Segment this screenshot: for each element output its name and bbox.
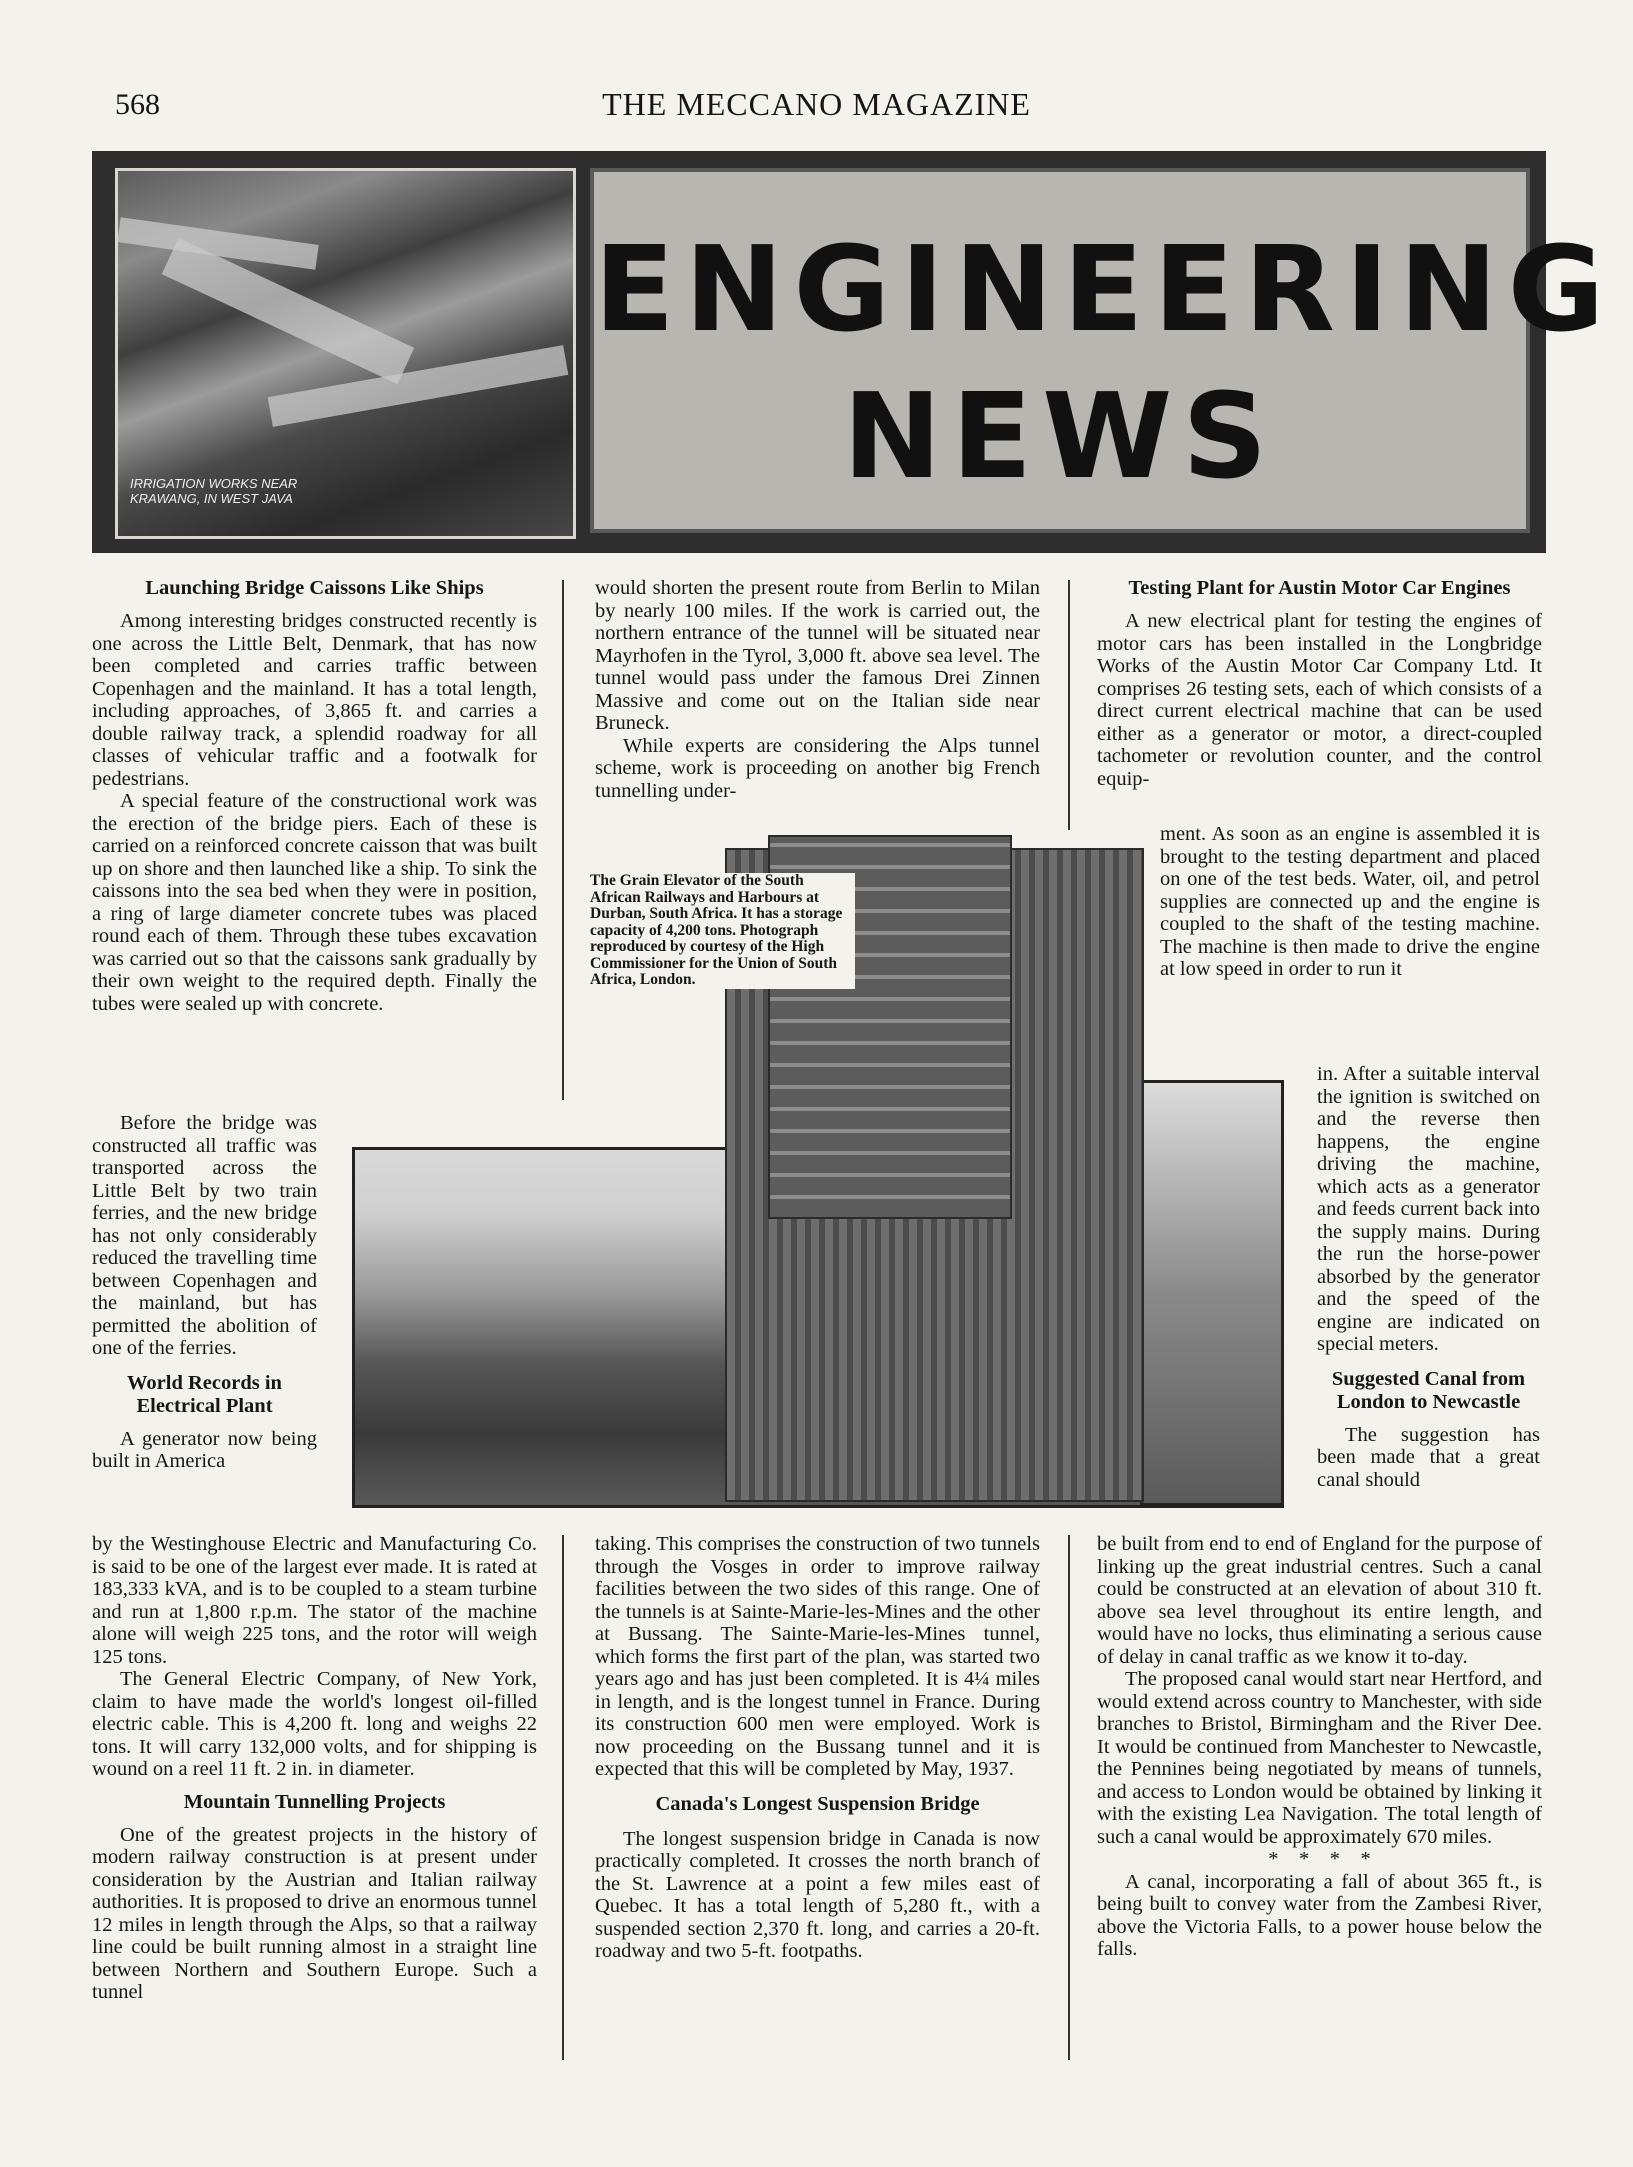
paragraph: taking. This comprises the construction of two tunnels through the Vosges in order to improve railway facilities between the two sides of this range. One of the tunnels is at Sainte-Marie-les-Mines and the other at Bussang. The Sainte-Marie-les-Mines tunnel, which forms the first part of the plan, was started two years ago and has just been completed. It is 4¼ miles in length, and is the longest tunnel in France. During its construction 600 men were employed. Work is now proceeding on the Bussang tunnel and it is expected that this will be completed by May, 1937. — [595, 1533, 1040, 1780]
paragraph: Before the bridge was constructed all traffic was transported across the Little Belt by two train ferries, and the new bridge has not only considerably reduced the travelling time between Copenhagen and the mainland, but has permitted the abolition of one of the ferries. — [92, 1112, 317, 1359]
paragraph: ment. As soon as an engine is assembled it is brought to the testing department and placed on one of the test beds. Water, oil, and petrol supplies are connected up and the engine is coupled to the shaft of the testing machine. The machine is then made to drive the engine at low speed in order to run it — [1160, 823, 1540, 980]
column-1-top — [92, 577, 537, 1015]
column-3-top — [1097, 577, 1542, 790]
section-heading: Mountain Tunnelling Projects — [183, 1790, 446, 1813]
column-3-mid — [1160, 823, 1540, 981]
section-heading: Launching Bridge Caissons Like Ships — [145, 577, 484, 599]
column-rule — [1068, 1535, 1070, 2060]
paragraph: The General Electric Company, of New York, claim to have made the world's longest oil-filled electric cable. This is 4,200 ft. long and weighs 22 tons. It will carry 132,000 volts, and for shipping is wound on a reel 11 ft. 2 in. in diameter. — [92, 1668, 537, 1780]
column-rule — [1068, 580, 1070, 830]
column-3-bottom — [1097, 1533, 1542, 1961]
page-number: 568 — [115, 88, 160, 121]
banner-title-line2: NEWS — [842, 367, 1278, 505]
column-1-narrow — [92, 1112, 317, 1473]
paragraph: A generator now being built in America — [92, 1427, 317, 1472]
column-rule — [562, 1535, 564, 2060]
magazine-title: THE MECCANO MAGAZINE — [602, 86, 1031, 122]
paragraph: The longest suspension bridge in Canada is now practically completed. It crosses the north branch of the St. Lawrence at a point a few miles east of Quebec. It has a total length of 5,280 ft., with a suspended section 2,370 ft. long, and carries a 20-ft. roadway and two 5-ft. footpaths. — [595, 1827, 1040, 1962]
banner-title-line1: ENGINEERING — [594, 220, 1615, 358]
paragraph: While experts are considering the Alps tunnel scheme, work is proceeding on another big French tunnelling under- — [595, 734, 1040, 802]
paragraph: The proposed canal would start near Hertford, and would extend across country to Manchester, with side branches to Bristol, Birmingham and the River Dee. It would be continued from Manchester to Newcastle, the Pennines being negotiated by means of tunnels, and access to London would be obtained by linking it with the existing Lea Navigation. The total length of such a canal would be approximately 670 miles. — [1097, 1668, 1542, 1848]
section-heading: Testing Plant for Austin Motor Car Engines — [1128, 577, 1511, 599]
paragraph: be built from end to end of England for the purpose of linking up the great industrial centres. Such a canal could be constructed at an elevation of about 310 ft. above sea level throughout its entire length, and would have no locks, thus eliminating a serious cause of delay in canal traffic as we know it to-day. — [1097, 1533, 1542, 1668]
section-heading: Canada's Longest Suspension Bridge — [655, 1792, 980, 1815]
paragraph: A special feature of the constructional work was the erection of the bridge piers. Each of these is carried on a reinforced concrete caisson that was built up on shore and then launched like a ship. To sink the caissons into the sea bed when they were in position, a ring of large diameter concrete tubes was placed round each of them. Through these tubes excavation was carried out so that the caissons sank gradually by their own weight to the required depth. Finally the tubes were sealed up with concrete. — [92, 790, 537, 1015]
paragraph: in. After a suitable interval the ignition is switched on and the reverse then happens, the engine driving the machine, which acts as a generator and feeds current back into the supply mains. During the run the horse-power absorbed by the generator and the speed of the engine are indicated on special meters. — [1317, 1063, 1540, 1355]
paragraph: A canal, incorporating a fall of about 365 ft., is being built to convey water from the Zambesi River, above the Victoria Falls, to a power house below the falls. — [1097, 1870, 1542, 1960]
paragraph: Among interesting bridges constructed recently is one across the Little Belt, Denmark, that has now been completed and carries traffic between Copenhagen and the mainland. It has a total length, including approaches, of 3,865 ft. and carries a double railway track, a splendid roadway for all classes of vehicular traffic and a footwalk for pedestrians. — [92, 610, 537, 790]
paragraph: would shorten the present route from Berlin to Milan by nearly 100 miles. If the work is carried out, the northern entrance of the tunnel will be situated near Mayrhofen in the Tyrol, 3,000 ft. above sea level. The tunnel would pass under the famous Drei Zinnen Massive and come out on the Italian side near Bruneck. — [595, 577, 1040, 734]
column-rule — [562, 580, 564, 1100]
section-divider-stars: * * * * — [1268, 1848, 1371, 1870]
paragraph: One of the greatest projects in the history of modern railway construction is at present under consideration by the Austrian and Italian railway authorities. It is proposed to drive an enormous tunnel 12 miles in length through the Alps, so that a railway line could be built running almost in a straight line between Northern and Southern Europe. Such a tunnel — [92, 1823, 537, 2003]
column-1-bottom — [92, 1533, 537, 2004]
column-3-narrow — [1317, 1063, 1540, 1491]
figure-caption: The Grain Elevator of the South African Railways and Harbours at Durban, South Africa. It has a storage capacity of 4,200 tons. Photograph reproduced by courtesy of the High Commissioner for the Union of South Africa, London. — [590, 873, 855, 989]
paragraph: The suggestion has been made that a great canal should — [1317, 1423, 1540, 1491]
paragraph: by the Westinghouse Electric and Manufacturing Co. is said to be one of the largest ever made. It is rated at 183,333 kVA, and is to be coupled to a steam turbine and run at 1,800 r.p.m. The stator of the machine alone will weigh 225 tons, and the rotor will weigh 125 tons. — [92, 1533, 537, 1668]
banner-title-box — [590, 168, 1615, 533]
paragraph: A new electrical plant for testing the engines of motor cars has been installed in the Longbridge Works of the Austin Motor Car Company Ltd. It comprises 26 testing sets, each of which consists of a direct current electrical machine that can be used either as a generator or motor, a direct-coupled tachometer or revolution counter, and the control equip- — [1097, 610, 1542, 790]
section-heading: Suggested Canal from London to Newcastle — [1331, 1367, 1526, 1413]
column-2-bottom — [595, 1533, 1040, 1963]
grain-elevator-photo-right — [1140, 1080, 1284, 1506]
column-2-top — [595, 577, 1040, 802]
photo-caption: IRRIGATION WORKS NEAR KRAWANG, IN WEST JAVA — [130, 476, 298, 506]
section-heading: World Records in Electrical Plant — [127, 1371, 282, 1417]
